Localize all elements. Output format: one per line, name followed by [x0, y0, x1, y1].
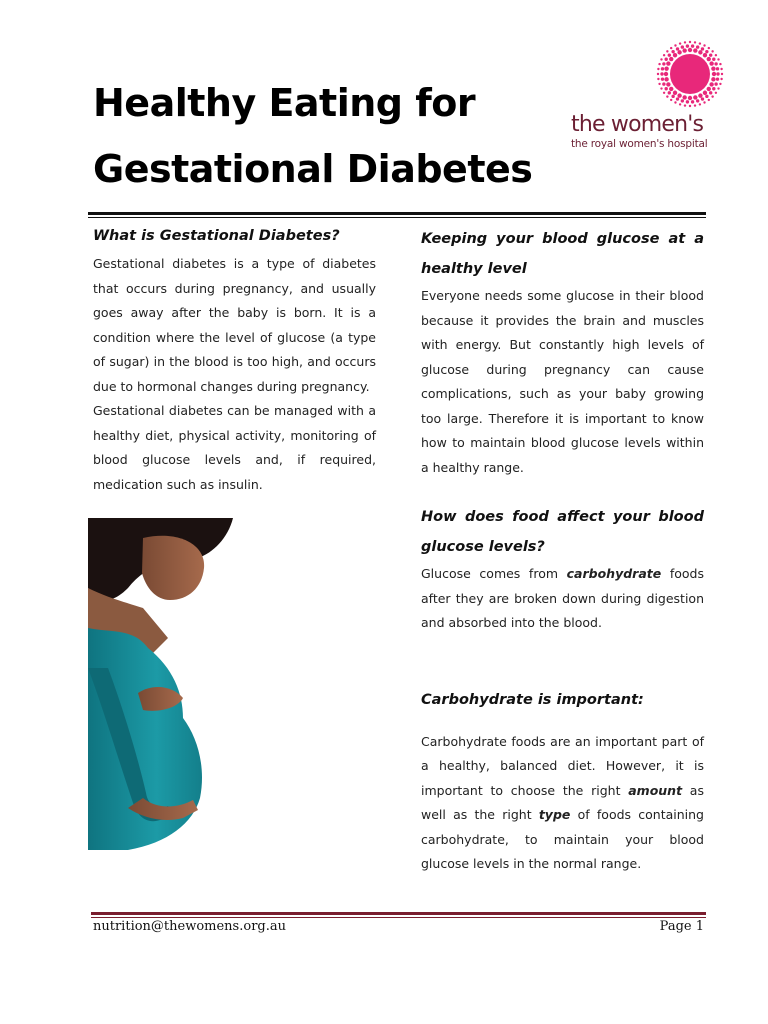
- section-heading-what-is: What is Gestational Diabetes?: [93, 228, 340, 244]
- sunburst-dot: [666, 50, 668, 52]
- sunburst-dot: [681, 45, 684, 48]
- sunburst-dot: [711, 50, 713, 52]
- sunburst-dot: [708, 47, 710, 49]
- title-line-1: Healthy Eating for: [93, 81, 476, 125]
- sunburst-dot: [712, 58, 715, 61]
- sunburst-dot: [709, 61, 713, 65]
- sunburst-dot: [664, 77, 668, 81]
- sunburst-logo-icon: [654, 40, 726, 110]
- sunburst-dot: [671, 50, 674, 53]
- sunburst-dot: [666, 95, 668, 97]
- emphasis-type: type: [538, 807, 571, 822]
- sunburst-dot: [694, 104, 696, 106]
- sunburst-dot: [714, 82, 717, 85]
- sunburst-dot: [691, 44, 694, 47]
- sunburst-dot: [663, 54, 665, 56]
- sunburst-dot: [701, 97, 704, 100]
- sunburst-dot: [703, 53, 707, 57]
- sunburst-dot: [688, 48, 692, 52]
- sunburst-dot: [701, 47, 704, 50]
- sunburst-dot: [705, 95, 708, 98]
- sunburst-dot: [666, 82, 670, 86]
- sunburst-dot: [682, 95, 686, 99]
- sunburst-core: [670, 54, 710, 94]
- sunburst-dot: [679, 103, 681, 105]
- sunburst-dot: [670, 47, 672, 49]
- sunburst-dot: [716, 77, 719, 80]
- sunburst-dot: [686, 100, 689, 103]
- sunburst-dot: [670, 99, 672, 101]
- footer-email: nutrition@thewomens.org.au: [93, 919, 286, 934]
- section-heading-keeping-glucose: Keeping your blood glucose at a healthy level: [421, 231, 704, 277]
- sunburst-dot: [703, 91, 707, 95]
- sunburst-dot: [714, 62, 717, 65]
- sunburst-dot: [689, 105, 691, 107]
- page-number: Page 1: [659, 919, 704, 934]
- womens-hospital-logo: [568, 40, 728, 160]
- sunburst-dot: [674, 101, 676, 103]
- section-heading-food-affect: How does food affect your blood glucose levels?: [421, 509, 704, 555]
- sunburst-dot: [660, 58, 662, 60]
- sunburst-dot: [705, 50, 708, 53]
- sunburst-dot: [686, 44, 689, 47]
- sunburst-dot: [712, 72, 716, 76]
- sunburst-dot: [668, 53, 671, 56]
- sunburst-dot: [693, 48, 697, 52]
- paragraph-glucose-need: Everyone needs some glucose in their blood because it provides the brain and muscles with energy. But constantly high levels of glucose during pregnancy can cause complications, such as your baby growing too large. Therefore it is important to know how to maintain blood glucose levels within a healthy range.: [421, 288, 704, 475]
- sunburst-dot: [716, 72, 719, 75]
- sunburst-dot: [689, 41, 691, 43]
- sunburst-dot: [693, 95, 697, 99]
- sunburst-dot: [712, 87, 715, 90]
- sunburst-dot: [694, 41, 696, 43]
- sunburst-dot: [676, 97, 679, 100]
- sunburst-dot: [657, 73, 659, 75]
- sunburst-dot: [698, 93, 702, 97]
- emphasis-carbohydrate: carbohydrate: [566, 566, 662, 581]
- logo-name: the women's: [571, 112, 704, 137]
- sunburst-dot: [673, 53, 677, 57]
- sunburst-dot: [707, 87, 711, 91]
- sunburst-dot: [673, 91, 677, 95]
- sunburst-dot: [717, 58, 719, 60]
- header-divider: [88, 212, 706, 215]
- paragraph-definition: Gestational diabetes is a type of diabetes that occurs during pregnancy, and usually goes away after the baby is born. It is a condition where the level of glucose (a type of sugar) in the blood is too high, and occurs due to hormonal changes during pregnancy.: [93, 256, 376, 394]
- sunburst-dot: [696, 99, 699, 102]
- pregnant-woman-photo: [88, 518, 333, 850]
- sunburst-dot: [662, 82, 665, 85]
- sunburst-dot: [699, 42, 701, 44]
- sunburst-dot: [674, 44, 676, 46]
- sunburst-dot: [709, 82, 713, 86]
- sunburst-dot: [688, 96, 692, 100]
- sunburst-dot: [684, 41, 686, 43]
- sunburst-dot: [707, 57, 711, 61]
- sunburst-dot: [676, 47, 679, 50]
- sunburst-dot: [669, 87, 673, 91]
- sunburst-dot: [703, 44, 705, 46]
- emphasis-amount: amount: [628, 782, 683, 798]
- sunburst-dot: [711, 95, 713, 97]
- sunburst-dot: [657, 68, 659, 70]
- paragraph-carbohydrate: Carbohydrate foods are an important part of a healthy, balanced diet. However, it is important to choose the right amount as well as the right type of foods containing carbohydrate, to maintain your blood glucose levels in the normal range.: [421, 733, 704, 871]
- sunburst-dot: [681, 99, 684, 102]
- sunburst-dot: [661, 67, 664, 70]
- document-title: [93, 70, 532, 202]
- sunburst-dot: [658, 63, 660, 65]
- footer-divider-thin: [91, 917, 706, 918]
- sunburst-dot: [715, 92, 717, 94]
- header-divider-thin: [88, 217, 706, 218]
- sunburst-dot: [669, 57, 673, 61]
- sunburst-dot: [684, 104, 686, 106]
- sunburst-dot: [657, 78, 659, 80]
- sunburst-dot: [677, 93, 681, 97]
- sunburst-dot: [679, 42, 681, 44]
- sunburst-dot: [662, 62, 665, 65]
- sunburst-dot: [708, 99, 710, 101]
- sunburst-dot: [660, 72, 663, 75]
- sunburst-dot: [720, 68, 722, 70]
- sunburst-dot: [719, 63, 721, 65]
- sunburst-dot: [715, 54, 717, 56]
- sunburst-dot: [664, 66, 668, 70]
- sunburst-dot: [668, 91, 671, 94]
- sunburst-dot: [720, 78, 722, 80]
- sunburst-dot: [664, 58, 667, 61]
- sunburst-dot: [666, 61, 670, 65]
- sunburst-dot: [677, 50, 681, 54]
- sunburst-dot: [661, 77, 664, 80]
- sunburst-dot: [663, 92, 665, 94]
- sunburst-dot: [696, 45, 699, 48]
- sunburst-dot: [717, 87, 719, 89]
- left-column: [93, 224, 376, 497]
- section-heading-carbohydrate: Carbohydrate is important:: [421, 691, 644, 708]
- sunburst-dot: [664, 72, 668, 76]
- sunburst-dot: [671, 95, 674, 98]
- sunburst-dot: [658, 83, 660, 85]
- sunburst-dot: [682, 48, 686, 52]
- logo-subtitle: the royal women's hospital: [571, 138, 708, 150]
- sunburst-dot: [721, 73, 723, 75]
- sunburst-dot: [660, 87, 662, 89]
- sunburst-dot: [698, 50, 702, 54]
- sunburst-dot: [716, 67, 719, 70]
- sunburst-dot: [709, 53, 712, 56]
- sunburst-dot: [711, 66, 715, 70]
- sunburst-dot: [664, 87, 667, 90]
- sunburst-dot: [691, 100, 694, 103]
- paragraph-glucose-source: Glucose comes from carbohydrate foods after they are broken down during digestion and absorbed into the blood.: [421, 566, 704, 630]
- sunburst-dot: [719, 83, 721, 85]
- sunburst-dot: [709, 91, 712, 94]
- footer-divider: [91, 912, 706, 915]
- sunburst-dot: [711, 77, 715, 81]
- right-column: [421, 224, 704, 877]
- title-line-2: Gestational Diabetes: [93, 147, 533, 191]
- sunburst-dot: [703, 101, 705, 103]
- sunburst-dot: [699, 103, 701, 105]
- paragraph-management: Gestational diabetes can be managed with a healthy diet, physical activity, monitoring of blood glucose levels and, if required, medication such as insulin.: [93, 403, 376, 492]
